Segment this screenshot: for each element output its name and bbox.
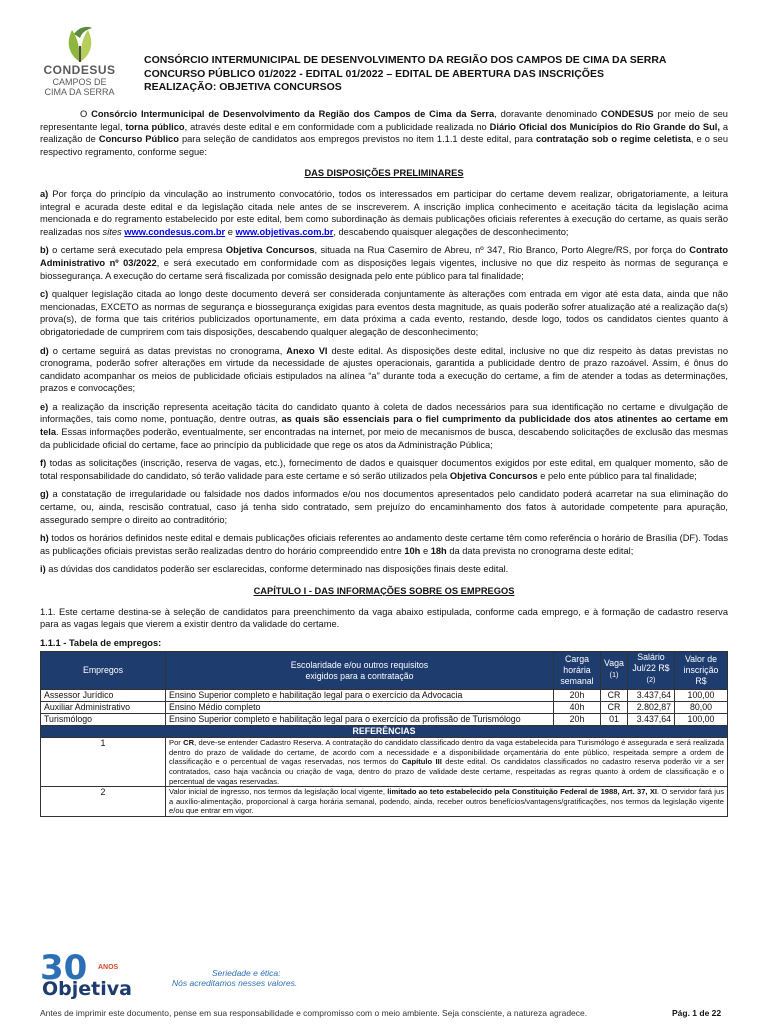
item-bold: as quais são essenciais para o fiel cumprimento da publicidade dos atos atinentes ao certame em tela <box>40 414 728 438</box>
item-text: qualquer legislação citada ao longo deste documento deverá ser considerada conjuntamente às alterações com entrada em vigor até esta data, ainda que não mencionadas, EXCETO as normas de segurança e biossegurança exigidas para eventos desta magnitude, as quais poderão sofrer atualização até a realização da(s) prova(s), de forma que tais critérios publicizados oportunamente, em data próxima a cada evento, restando, desde logo, todos os candidatos cientes quanto à obrigatoriedade de cumprirem com tais disposições, descabendo qualquer alegação de desconhecimento; <box>40 289 728 337</box>
slogan-line-1: Seriedade e ética: <box>212 968 281 978</box>
logo-objetiva: Objetiva <box>42 978 132 1000</box>
item-text: da data prevista no cronograma deste edital; <box>446 545 634 556</box>
references-header-row <box>41 726 728 738</box>
item-text: o certame seguirá as datas previstas no cronograma, <box>48 345 287 356</box>
item-text: , descabendo quaisquer alegações de desconhecimento; <box>333 226 569 237</box>
item-letter: e) <box>40 401 49 412</box>
page-number: Pág. 1 de 22 <box>672 1008 722 1018</box>
item-d <box>40 345 728 395</box>
item-letter: i) <box>40 564 46 575</box>
item-c <box>40 288 728 338</box>
item-a <box>40 188 728 238</box>
reference-number: 2 <box>41 787 166 817</box>
section-title-preliminares: DAS DISPOSIÇÕES PRELIMINARES <box>304 168 464 179</box>
intro-bold: CONDESUS <box>600 109 654 119</box>
col-escolaridade <box>166 652 554 690</box>
cell-escolaridade: Ensino Superior completo e habilitação legal para o exercício da profissão de Turismólogo <box>166 714 554 726</box>
intro-text: por meio de seu representante legal, <box>40 109 728 132</box>
logo-30: 30 <box>40 948 88 988</box>
header-line-3: REALIZAÇÃO: OBJETIVA CONCURSOS <box>144 81 342 93</box>
ref-bold: CR <box>183 738 195 748</box>
reference-row <box>41 738 728 787</box>
objetiva-logo <box>40 948 160 1000</box>
item-italic: sites <box>102 226 122 237</box>
cell-escolaridade: Ensino Superior completo e habilitação legal para o exercício da Advocacia <box>166 690 554 702</box>
item-bold: Contrato Administrativo nº 03/2022 <box>40 245 728 268</box>
ref-bold: Capítulo III <box>401 757 442 767</box>
cell-valor: 80,00 <box>675 702 728 714</box>
item-text: e <box>225 226 236 237</box>
logo-sub-1: CAMPOS DE <box>52 77 107 87</box>
ref-bold: limitado ao teto estabelecido pela Constituição Federal de 1988, Art. 37, XI <box>387 787 657 797</box>
intro-bold: Concurso Público <box>98 134 179 145</box>
logo-anos: ANOS <box>98 964 119 971</box>
ref-text: Por <box>169 738 184 748</box>
employment-table <box>40 651 728 817</box>
footer-slogan <box>172 968 297 988</box>
intro-text: para seleção de candidatos aos empregos previstos no item 1.1.1 deste edital, para <box>178 134 537 145</box>
item-f <box>40 457 728 482</box>
cell-salario: 2.802,87 <box>628 702 675 714</box>
item-letter: h) <box>40 533 49 544</box>
link-objetivas[interactable]: www.objetivas.com.br <box>235 226 334 237</box>
intro-paragraph <box>40 108 728 158</box>
cell-vaga: CR <box>601 690 628 702</box>
item-letter: f) <box>40 458 47 469</box>
cell-valor: 100,00 <box>675 690 728 702</box>
intro-bold: contratação sob o regime celetista <box>536 134 691 145</box>
item-text: , situada na Rua Casemiro de Abreu, nº 347, Rio Branco, Porto Alegre/RS, por força do <box>314 245 690 256</box>
col-salario-ref: (2) <box>646 675 656 685</box>
reference-row <box>41 787 728 817</box>
cell-vaga: CR <box>601 702 628 714</box>
col-salario-label: Salário Jul/22 R$ <box>632 652 670 674</box>
references-title: REFERÊNCIAS <box>41 726 728 738</box>
condesus-logo <box>32 24 127 102</box>
item-bold: Objetiva Concursos <box>449 470 538 481</box>
item-bold: 10h <box>404 545 421 556</box>
col-empregos: Empregos <box>41 652 166 690</box>
item-text: a realização da inscrição representa aceitação tácita do candidato quanto à coleta de dados necessários para sua identificação no certame e divulgação de informações, tais como nome, pontuação, dentre outras, <box>40 401 728 425</box>
ref-text: Valor inicial de ingresso, nos termos da legislação local vigente, <box>169 787 388 797</box>
item-letter: b) <box>40 245 49 256</box>
cell-carga: 20h <box>554 690 601 702</box>
ref-text: deste edital. Os candidatos classificados no cadastro reserva poderão vir a ser contratados, caso haja vacância ou criação de vaga, dentro do prazo de validade deste certame, respeitadas as regras quanto à ordem de classificação e o percentual de vagas reservadas. <box>169 757 724 786</box>
intro-text: a realização de <box>40 121 729 145</box>
table-row <box>41 702 728 714</box>
item-b <box>40 244 728 282</box>
cell-salario: 3.437,64 <box>628 690 675 702</box>
document-header <box>32 24 738 104</box>
logo-name: CONDESUS <box>43 63 116 77</box>
col-salario <box>628 652 675 690</box>
intro-text: , doravante denominado <box>494 109 601 119</box>
table-header-row <box>41 652 728 690</box>
item-i <box>40 563 728 576</box>
item-letter: d) <box>40 345 49 356</box>
cell-emprego: Turismólogo <box>41 714 166 726</box>
cell-vaga: 01 <box>601 714 628 726</box>
intro-text: , através deste edital e em conformidade com a publicidade realizada no <box>184 121 490 132</box>
header-title-block <box>144 54 734 95</box>
paragraph-1-1-1: 1.1.1 - Tabela de empregos: <box>40 637 162 648</box>
intro-bold: torna público <box>125 121 185 132</box>
item-bold: 18h <box>430 545 447 556</box>
intro-bold: Consórcio Intermunicipal de Desenvolvimento da Região dos Campos de Cima da Serra <box>91 109 495 119</box>
item-text: e <box>420 545 431 556</box>
item-text: Por força do princípio da vinculação ao instrumento convocatório, todos os interessados em participar do certame devem realizar, obrigatoriamente, a leitura integral e acurada deste edital e da legislação citada nele antes de se inscreverem. A inscrição implica conhecimento e aceitação tácita da legislação acima mencionada e do regramento estabelecido por este edital, bem como subordinação às demais publicações oficiais referentes à execução do certame, as quais serão realizadas nos <box>40 188 728 237</box>
item-letter: c) <box>40 289 49 300</box>
intro-text: O <box>80 109 92 119</box>
header-line-1: CONSÓRCIO INTERMUNICIPAL DE DESENVOLVIMENTO DA REGIÃO DOS CAMPOS DE CIMA DA SERRA <box>144 54 667 66</box>
table-row <box>41 690 728 702</box>
section-title-capitulo-1: CAPÍTULO I - DAS INFORMAÇÕES SOBRE OS EMPREGOS <box>253 586 515 596</box>
table-row <box>41 714 728 726</box>
cell-carga: 40h <box>554 702 601 714</box>
reference-text <box>166 787 728 817</box>
item-text: e pelo ente público para tal finalidade; <box>537 470 697 481</box>
cell-emprego: Auxiliar Administrativo <box>41 702 166 714</box>
item-letter: g) <box>40 489 49 500</box>
col-valor: Valor de inscrição R$ <box>675 652 728 690</box>
item-text: . Essas informações poderão, eventualmente, ser encontradas na internet, por meio de mecanismos de busca, descabendo solicitações de exclusão das mesmas da publicidade oficial do certame, face ao princípio da publicidade que rege os atos da Administração Pública; <box>40 427 728 450</box>
logo-sub-2: CIMA DA SERRA <box>44 87 115 97</box>
col-escolaridade-l1: Escolaridade e/ou outros requisitos <box>290 659 429 670</box>
item-text: deste edital. As disposições deste edital, inclusive no que diz respeito às datas previstas no cronograma, poderão sofrer alterações em virtude da necessidade de ajustes operacionais, garantida a publicidade dentro de prazo razoável. Assim, é ônus do candidato acompanhar os meios de publicidade oficiais estipulados na alínea “a” durante toda a execução do certame, a fim de atender a todas as determinações, prazos e convocações; <box>40 345 728 394</box>
item-g <box>40 488 728 526</box>
cell-escolaridade: Ensino Médio completo <box>166 702 554 714</box>
slogan-line-2: Nós acreditamos nesses valores. <box>172 978 298 988</box>
item-e <box>40 401 728 451</box>
item-text: todos os horários definidos neste edital e demais publicações oficiais referentes ao andamento deste certame têm como referência o horário de Brasília (DF). Todas as publicações oficiais previstas serão realizadas dentro do horário compreendido entre <box>40 533 728 556</box>
item-text: o certame será executado pela empresa <box>48 245 226 256</box>
col-escolaridade-l2: exigidos para a contratação <box>305 670 414 681</box>
item-text: a constatação de irregularidade ou falsidade nos dados informados e/ou nos documentos apresentados pelo candidato poderá acarretar na sua eliminação do certame, ou, ainda, rescisão contratual, caso já tenha sido contratado, sem prejuízo do encaminhamento dos fatos à autoridade competente para apuração, assegurado sempre o direito ao contraditório; <box>40 489 728 525</box>
condesus-leaf-icon <box>58 24 102 64</box>
item-bold: Anexo VI <box>286 345 328 356</box>
item-bold: Objetiva Concursos <box>225 245 315 256</box>
item-text: as dúvidas dos candidatos poderão ser esclarecidas, conforme determinado nas disposições finais deste edital. <box>45 564 509 575</box>
item-h <box>40 532 728 557</box>
cell-emprego: Assessor Jurídico <box>41 690 166 702</box>
ref-text: . O servidor fará jus a auxílio-alimentação, proporcional à carga horária semanal, podendo, ainda, receber outros benefícios/vantagens/gratificações, nos termos da legislação vigente e/ou que entrar em vigor. <box>169 787 724 816</box>
item-text: , e será executado em conformidade com as disposições legais vigentes, inclusive no que diz respeito às normas de segurança e biossegurança. A execução do certame será fiscalizada por comissão designada pelo ente público para tal finalidade; <box>40 257 728 281</box>
cell-salario: 3.437,64 <box>628 714 675 726</box>
col-vaga-ref: (1) <box>609 669 619 679</box>
ref-text: , deve-se entender Cadastro Reserva. A contratação do candidato classificado dentro da vaga estabelecida para Turismólogo é assegurada e será realizada dentro do prazo de validade do certame, de acordo com a necessidade e a disponibilidade orçamentária do ente público, respeitada sempre a ordem de classificação e o percentual de vagas reservadas, nos termos do <box>169 738 724 767</box>
col-carga: Carga horária semanal <box>554 652 601 690</box>
reference-text <box>166 738 728 787</box>
cell-valor: 100,00 <box>675 714 728 726</box>
cell-carga: 20h <box>554 714 601 726</box>
header-line-2: CONCURSO PÚBLICO 01/2022 - EDITAL 01/2022 – EDITAL DE ABERTURA DAS INSCRIÇÕES <box>144 67 604 80</box>
reference-number: 1 <box>41 738 166 787</box>
item-text: todas as solicitações (inscrição, reserva de vagas, etc.), fornecimento de dados e quaisquer documentos exigidos por este edital, em qualquer momento, são de total responsabilidade do candidato, só terão validade para este certame e só serão utilizados pela <box>40 458 728 481</box>
intro-bold: Diário Oficial dos Municípios do Rio Grande do Sul, <box>489 121 720 132</box>
col-vaga-label: Vaga <box>604 657 624 668</box>
paragraph-1-1: 1.1. Este certame destina-se à seleção de candidatos para preenchimento da vaga abaixo estipulada, conforme cada emprego, e à formação de cadastro reserva para as vagas legais que vierem a existir dentro da validade do certame. <box>40 606 728 630</box>
footer-note: Antes de imprimir este documento, pense em sua responsabilidade e compromisso com o meio ambiente. Seja consciente, a natureza agradece. <box>40 1008 588 1018</box>
link-condesus[interactable]: www.condesus.com.br <box>124 226 226 237</box>
intro-text: , e o seu respectivo regramento, conforme segue: <box>40 134 729 157</box>
item-letter: a) <box>40 188 49 199</box>
col-vaga <box>601 652 628 690</box>
document-body <box>40 108 728 817</box>
